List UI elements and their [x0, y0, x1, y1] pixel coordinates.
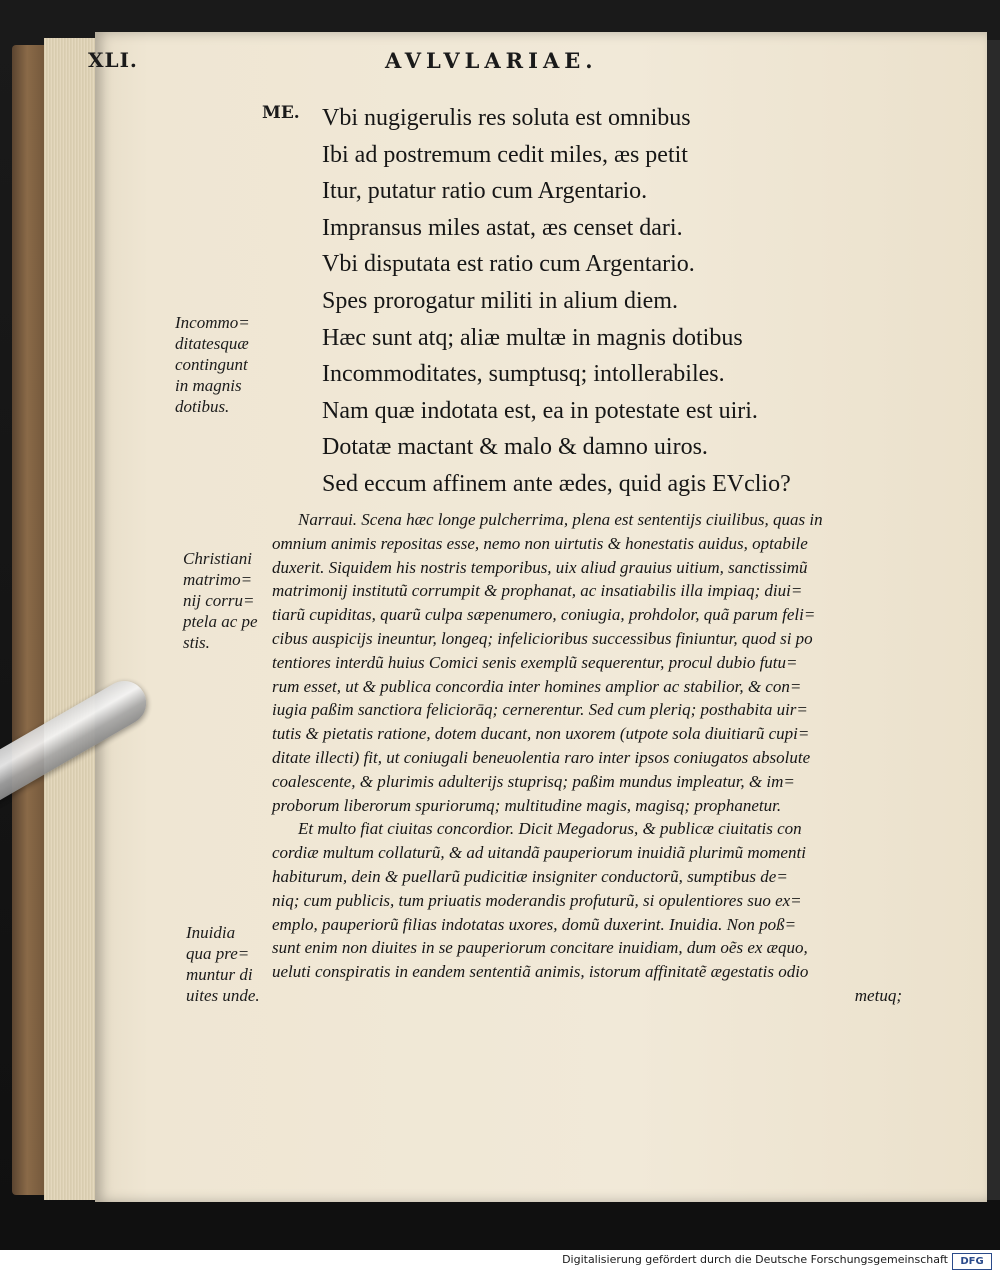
commentary-block — [272, 508, 902, 1008]
commentary-line: tutis & pietatis ratione, dotem ducant, non uxorem (utpote sola diuitiarũ cupi= — [272, 724, 810, 744]
running-head: AVLVLARIAE. — [385, 48, 598, 73]
commentary-line: ditate illecti) fit, ut coniugali beneuolentia raro inter ipsos coniugatos absolute — [272, 747, 811, 767]
commentary-line: sunt enim non diuites in se pauperiorum concitare inuidiam, dum oẽs ex æquo, — [272, 938, 808, 958]
commentary-line: niq; cum publicis, tum priuatis moderandis profuturũ, si opulentiores suo ex= — [272, 890, 802, 910]
verse-line: Nam quæ indotata est, ea in potestate est uiri. — [322, 397, 758, 424]
commentary-line: proborum liberorum spuriorumq; multitudine magis, magisq; prophanetur. — [272, 795, 782, 815]
footer-credit: Digitalisierung gefördert durch die Deutsche Forschungsgemeinschaft — [562, 1253, 948, 1266]
verse-line: Spes prorogatur militi in alium diem. — [322, 287, 678, 314]
commentary-line: Narraui. Scena hæc longe pulcherrima, plena est sententijs ciuilibus, quas in — [298, 510, 823, 529]
folio-number: XLI. — [88, 48, 138, 72]
dfg-logo: DFG — [952, 1253, 992, 1270]
footer-bar — [0, 1250, 1000, 1271]
verse-line: Itur, putatur ratio cum Argentario. — [322, 178, 648, 205]
commentary-line: cordiæ multum collaturũ, & ad uitandã pauperiorum inuidiã plurimũ momenti — [272, 843, 806, 863]
commentary-line: matrimonij institutũ corrumpit & prophanat, ac insatiabilis illa impiaq; diui= — [272, 581, 803, 601]
commentary-line: omnium animis repositas esse, nemo non uirtutis & honestatis auidus, optabile — [272, 533, 808, 553]
verse-line: Ibi ad postremum cedit miles, æs petit — [322, 141, 688, 168]
commentary-line: ueluti conspiratis in eandem sententiã animis, istorum affinitatẽ ægestatis odio — [272, 962, 809, 982]
commentary-line: Et multo fiat ciuitas concordior. Dicit Megadorus, & publicæ ciuitatis con — [298, 819, 802, 839]
commentary-line: duxerit. Siquidem his nostris temporibus, uix aliud grauius uitium, sanctissimũ — [272, 557, 808, 577]
verse-line: Incommoditates, sumptusq; intollerabiles. — [322, 361, 725, 388]
verse-line: Vbi nugigerulis res soluta est omnibus — [322, 105, 691, 131]
verse-line: Impransus miles astat, æs censet dari. — [322, 214, 683, 241]
verse-line: Vbi disputata est ratio cum Argentario. — [322, 251, 695, 278]
verse-line: Dotatæ mactant & malo & damno uiros. — [322, 434, 708, 461]
verse-line: Hæc sunt atq; aliæ multæ in magnis dotibus — [322, 324, 743, 351]
commentary-line: emplo, pauperiorũ filias indotatas uxores, domũ duxerint. Inuidia. Non poß= — [272, 914, 797, 934]
commentary-line: tentiores interdũ huius Comici senis exemplũ sequerentur, procul dubio futu= — [272, 652, 798, 672]
commentary-line: cibus auspicijs ineuntur, longeq; infelicioribus successibus finiuntur, quod si po — [272, 628, 813, 648]
commentary-line: coalescente, & plurimis adulterijs stuprisq; paßim mundus impleatur, & im= — [272, 771, 795, 791]
commentary-line: iugia paßim sanctiora feliciorāq; cernerentur. Sed cum pleriq; posthabita uir= — [272, 700, 808, 720]
commentary-catchword: metuq; — [854, 985, 902, 1005]
commentary-line: tiarũ cupiditas, quarũ culpa sæpenumero, coniugia, prohdolor, quã parum feli= — [272, 605, 816, 625]
commentary-line: habiturum, dein & puellarũ pudicitiæ insigniter conductorũ, sumptibus de= — [272, 866, 788, 886]
verse-block — [322, 100, 882, 503]
right-page-gutter — [987, 40, 1000, 1200]
speaker-label: ME. — [262, 103, 300, 123]
margin-note-incommoditates: Incommo= ditatesquæ contingunt in magnis dotibus. — [175, 313, 250, 416]
verse-line: Sed eccum affinem ante ædes, quid agis EVclio? — [322, 470, 791, 497]
margin-note-christiani: Christiani matrimo= nij corru= ptela ac pe stis. — [183, 549, 258, 652]
margin-note-inuidia: Inuidia qua pre= muntur di uites unde. — [186, 923, 260, 1005]
commentary-line: rum esset, ut & publica concordia inter homines amplior ac stabilior, & con= — [272, 676, 802, 696]
